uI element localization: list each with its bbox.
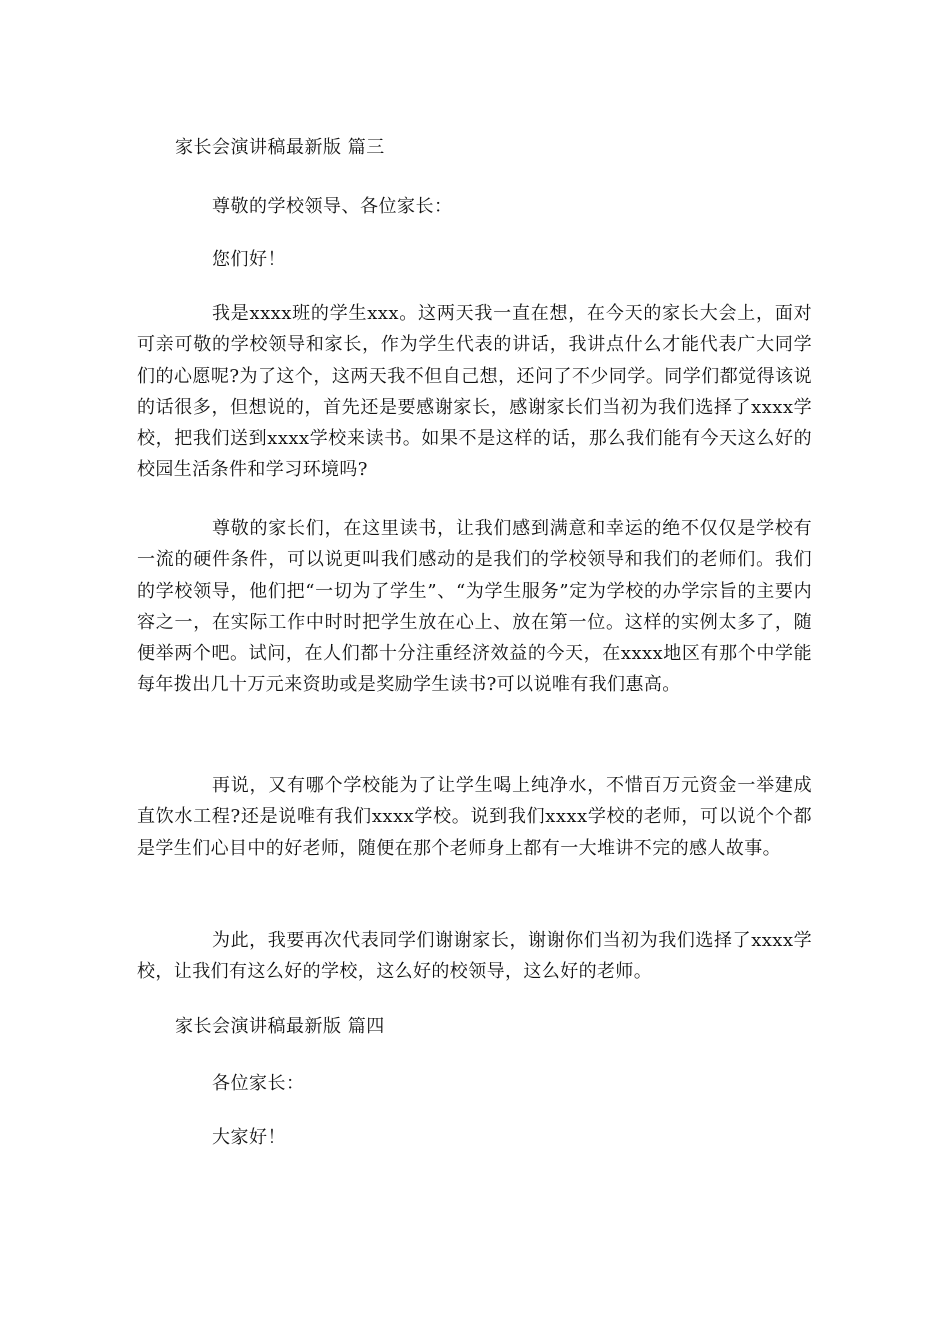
section-3-paragraph-4: 为此，我要再次代表同学们谢谢家长，谢谢你们当初为我们选择了xxxx学校，让我们有这么好的学校，这么好的校领导，这么好的老师。 (137, 930, 812, 983)
section-3-title: 家长会演讲稿最新版 篇三 (175, 137, 385, 158)
section-3-paragraph-3: 再说，又有哪个学校能为了让学生喝上纯净水，不惜百万元资金一举建成直饮水工程?还是说唯有我们xxxx学校。说到我们xxxx学校的老师，可以说个个都是学生们心目中的好老师，随便在那个老师身上都有一大堆讲不完的感人故事。 (137, 775, 812, 859)
section-3-paragraph-2: 尊敬的家长们，在这里读书，让我们感到满意和幸运的绝不仅仅是学校有一流的硬件条件，可以说更叫我们感动的是我们的学校领导和我们的老师们。我们的学校领导，他们把“一切为了学生”、“为学生服务”定为学校的办学宗旨的主要内容之一，在实际工作中时时把学生放在心上、放在第一位。这样的实例太多了，随便举两个吧。试问，在人们都十分注重经济效益的今天，在xxxx地区有那个中学能每年拨出几十万元来资助或是奖励学生读书?可以说唯有我们惠高。 (137, 518, 812, 696)
section-4-title: 家长会演讲稿最新版 篇四 (175, 1016, 385, 1037)
section-3-paragraph-1: 我是xxxx班的学生xxx。这两天我一直在想，在今天的家长大会上，面对可亲可敬的学校领导和家长，作为学生代表的讲话，我讲点什么才能代表广大同学们的心愿呢?为了这个，这两天我不但自己想，还问了不少同学。同学们都觉得该说的话很多，但想说的，首先还是要感谢家长，感谢家长们当初为我们选择了xxxx学校，把我们送到xxxx学校来读书。如果不是这样的话，那么我们能有今天这么好的校园生活条件和学习环境吗? (137, 303, 812, 481)
section-4-greeting: 大家好！ (212, 1127, 286, 1148)
section-3-greeting: 您们好！ (212, 249, 286, 270)
section-4-salutation: 各位家长： (212, 1073, 305, 1094)
section-3-salutation: 尊敬的学校领导、各位家长： (212, 196, 453, 217)
